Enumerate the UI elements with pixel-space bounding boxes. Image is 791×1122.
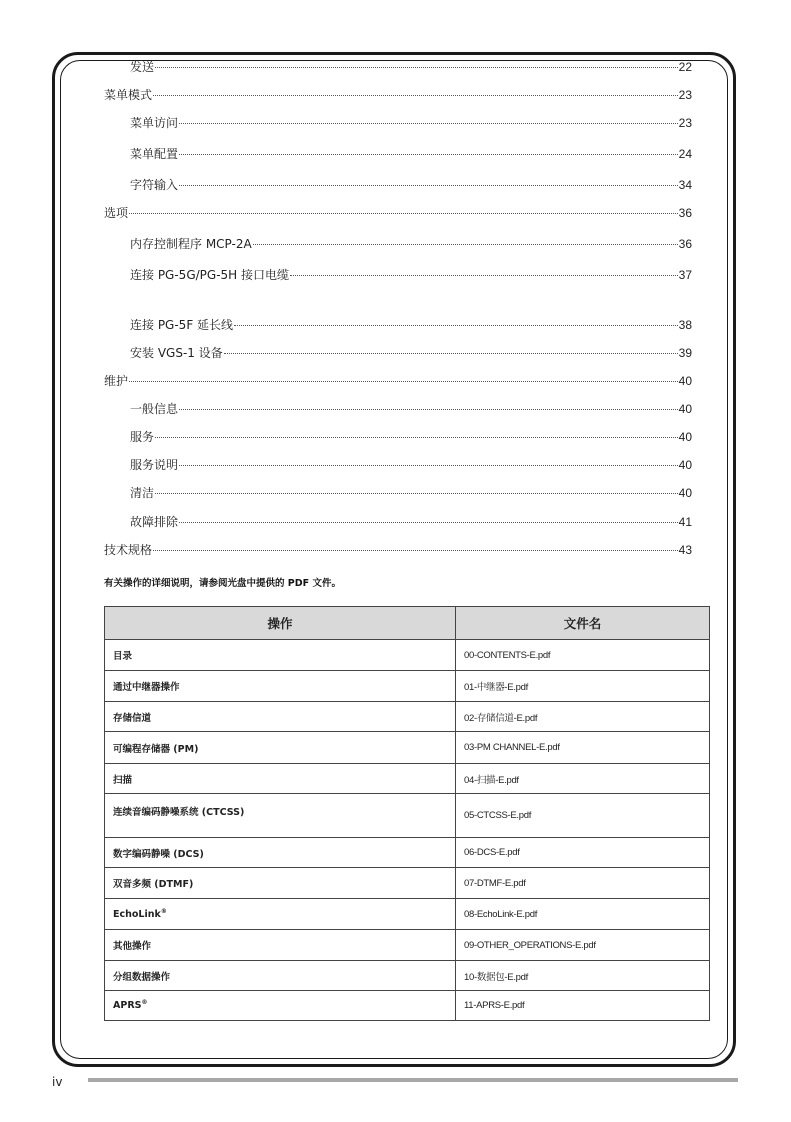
- toc-entry[interactable]: [130, 268, 692, 282]
- toc-leader: [153, 550, 678, 551]
- toc-entry[interactable]: [104, 206, 692, 220]
- toc-leader: [129, 213, 678, 214]
- toc-page: 36: [678, 237, 692, 251]
- table-row: [105, 838, 710, 868]
- table-row: [105, 991, 710, 1021]
- registered-mark: ®: [141, 999, 148, 1007]
- toc-leader: [129, 381, 678, 382]
- toc-leader: [224, 353, 678, 354]
- toc-label: 维护: [104, 374, 129, 388]
- toc-label: 字符输入: [130, 178, 179, 192]
- toc-page: 36: [678, 206, 692, 220]
- toc-entry[interactable]: [130, 346, 692, 360]
- table-row: [105, 764, 710, 794]
- filename-cell[interactable]: 07-DTMF-E.pdf: [456, 868, 710, 899]
- toc-label: 服务: [130, 430, 155, 444]
- operation-text: 存储信道: [113, 712, 152, 724]
- operation-text: 通过中继器操作: [113, 682, 180, 693]
- toc-page: 34: [678, 178, 692, 192]
- toc-label: 连接 PG-5F 延长线: [130, 318, 234, 332]
- toc-entry[interactable]: [104, 374, 692, 388]
- toc-label: 清洁: [130, 486, 155, 500]
- operation-text: EchoLink: [113, 909, 161, 921]
- toc-entry[interactable]: [104, 543, 692, 557]
- toc-entry[interactable]: [130, 178, 692, 192]
- toc-page: 40: [678, 458, 692, 472]
- toc-entry[interactable]: [130, 116, 692, 130]
- toc-leader: [179, 154, 678, 155]
- operation-cell: [105, 640, 456, 671]
- toc-page: 37: [678, 268, 692, 282]
- toc-page: 40: [678, 374, 692, 388]
- operation-text: 可编程存储器 (PM): [113, 743, 199, 755]
- page-number: iv: [52, 1075, 63, 1089]
- operation-text: 分组数据操作: [113, 971, 171, 983]
- filename-cell[interactable]: 11-APRS-E.pdf: [456, 991, 710, 1021]
- filename-cell[interactable]: 09-OTHER_OPERATIONS-E.pdf: [456, 930, 710, 961]
- table-row: [105, 899, 710, 930]
- table-header-row: [105, 607, 710, 640]
- toc-label: 安装 VGS-1 设备: [130, 346, 223, 360]
- toc-leader: [253, 244, 678, 245]
- filename-cell[interactable]: 00-CONTENTS-E.pdf: [456, 640, 710, 671]
- operation-text: 其他操作: [113, 941, 152, 952]
- table-row: [105, 671, 710, 702]
- table-row: [105, 930, 710, 961]
- filename-cell[interactable]: 02-存储信道-E.pdf: [456, 702, 710, 732]
- table-row: [105, 868, 710, 899]
- toc-label: 技术规格: [104, 543, 153, 557]
- header-filename: 文件名: [456, 607, 710, 640]
- toc-entry[interactable]: [130, 430, 692, 444]
- toc-entry[interactable]: [130, 318, 692, 332]
- toc-label: 选项: [104, 206, 129, 220]
- filename-cell[interactable]: 06-DCS-E.pdf: [456, 838, 710, 868]
- operation-text: 扫描: [113, 774, 133, 786]
- filename-cell[interactable]: 10-数据包-E.pdf: [456, 961, 710, 991]
- operation-cell: [105, 671, 456, 702]
- table-row: [105, 961, 710, 991]
- operation-cell: [105, 868, 456, 899]
- toc-page: 43: [678, 543, 692, 557]
- toc-page: 24: [678, 147, 692, 161]
- filename-cell[interactable]: 05-CTCSS-E.pdf: [456, 794, 710, 838]
- toc-leader: [179, 123, 678, 124]
- operation-cell: [105, 732, 456, 764]
- operation-text: APRS: [113, 1000, 142, 1012]
- toc-leader: [155, 493, 678, 494]
- operation-cell: [105, 991, 456, 1021]
- toc-entry[interactable]: [130, 515, 692, 529]
- toc-entry[interactable]: [130, 402, 692, 416]
- operation-text: 双音多频 (DTMF): [113, 879, 194, 890]
- toc-label: 菜单配置: [130, 147, 179, 161]
- header-operation: 操作: [105, 607, 456, 640]
- filename-cell[interactable]: 08-EchoLink-E.pdf: [456, 899, 710, 930]
- toc-label: 发送: [130, 60, 155, 74]
- toc-page: 22: [678, 60, 692, 74]
- toc-page: 38: [678, 318, 692, 332]
- toc-label: 菜单模式: [104, 88, 153, 102]
- table-row: [105, 640, 710, 671]
- operation-cell: [105, 794, 456, 838]
- operation-text: 目录: [113, 651, 133, 662]
- operation-cell: [105, 899, 456, 930]
- toc-leader: [290, 275, 678, 276]
- toc-leader: [234, 325, 678, 326]
- toc-label: 内存控制程序 MCP-2A: [130, 237, 252, 251]
- toc-entry[interactable]: [130, 237, 692, 251]
- toc-label: 一般信息: [130, 402, 179, 416]
- toc-page: 23: [678, 116, 692, 130]
- operation-cell: [105, 930, 456, 961]
- toc-page: 40: [678, 402, 692, 416]
- footer-rule: [88, 1078, 738, 1082]
- toc-leader: [155, 437, 678, 438]
- registered-mark: ®: [160, 907, 167, 915]
- filename-cell[interactable]: 03-PM CHANNEL-E.pdf: [456, 732, 710, 764]
- table-row: [105, 732, 710, 764]
- toc-page: 39: [678, 346, 692, 360]
- toc-label: 连接 PG-5G/PG-5H 接口电缆: [130, 268, 289, 282]
- filename-cell[interactable]: 04-扫描-E.pdf: [456, 764, 710, 794]
- operation-cell: [105, 961, 456, 991]
- pdf-note: 有关操作的详细说明，请参阅光盘中提供的 PDF 文件。: [104, 578, 341, 589]
- toc-leader: [179, 409, 678, 410]
- operation-cell: [105, 764, 456, 794]
- operation-cell: [105, 702, 456, 732]
- toc-leader: [153, 95, 678, 96]
- toc-page: 40: [678, 486, 692, 500]
- toc-page: 23: [678, 88, 692, 102]
- toc-leader: [179, 522, 678, 523]
- table-row: [105, 702, 710, 732]
- toc-leader: [179, 185, 678, 186]
- toc-label: 故障排除: [130, 515, 179, 529]
- operations-table: [104, 606, 710, 1021]
- toc-page: 41: [678, 515, 692, 529]
- table-row: [105, 794, 710, 838]
- toc-entry[interactable]: [130, 486, 692, 500]
- toc-label: 服务说明: [130, 458, 179, 472]
- operation-text: 数字编码静噪 (DCS): [113, 848, 204, 860]
- toc-entry[interactable]: [130, 147, 692, 161]
- toc-label: 菜单访问: [130, 116, 179, 130]
- filename-cell[interactable]: 01-中继器-E.pdf: [456, 671, 710, 702]
- toc-entry[interactable]: [104, 88, 692, 102]
- toc-entry[interactable]: [130, 458, 692, 472]
- toc-page: 40: [678, 430, 692, 444]
- toc-entry[interactable]: [130, 60, 692, 74]
- operation-text: 连续音编码静噪系统 (CTCSS): [113, 807, 245, 818]
- operation-cell: [105, 838, 456, 868]
- toc-leader: [155, 67, 678, 68]
- toc-leader: [179, 465, 678, 466]
